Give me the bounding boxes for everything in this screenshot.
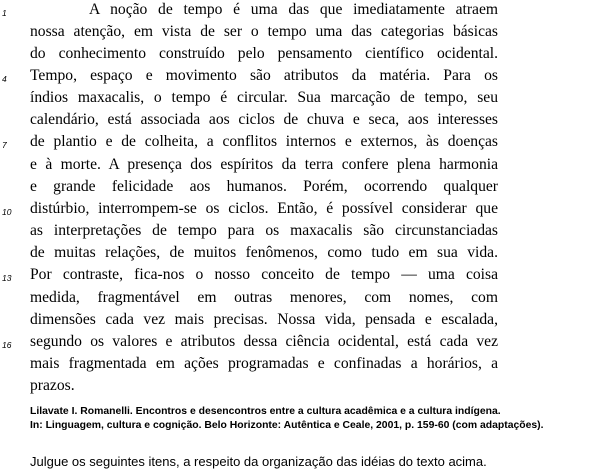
passage-line: distúrbio, interrompem-se os ciclos. Então, é possível considerar que (30, 200, 498, 217)
passage-line: de plantio e de colheita, a conflitos internos e externos, às doenças (30, 133, 498, 150)
passage-line: dimensões cada vez mais precisas. Nossa vida, pensada e escalada, (30, 311, 498, 328)
passage-line: nossa atenção, em vista de ser o tempo uma das categorias básicas (30, 23, 498, 40)
passage-line: as interpretações de tempo para os maxacalis são circunstanciadas (30, 222, 498, 239)
passage-line: de muitas relações, de muitos fenômenos, como tudo em sua vida. (30, 244, 498, 261)
line-number: 1 (2, 8, 7, 18)
question-instruction: Julgue os seguintes itens, a respeito da organização das idéias do texto acima. (30, 454, 487, 469)
passage-line: Por contraste, fica-nos o nosso conceito de tempo — uma coisa (30, 266, 498, 283)
line-number: 4 (2, 74, 7, 84)
passage-line: calendário, está associada aos ciclos de chuva e seca, aos interesses (30, 111, 498, 128)
line-number: 7 (2, 140, 7, 150)
citation-source: In: Linguagem, cultura e cognição. Belo Horizonte: Autêntica e Ceale, 2001, p. 159-60 (com adaptações). (30, 420, 544, 431)
passage-line: mais fragmentada em ações programadas e confinadas a horários, a (30, 355, 498, 372)
passage-line: prazos. (30, 377, 75, 394)
line-number: 10 (2, 207, 12, 217)
passage-line: Tempo, espaço e movimento são atributos da matéria. Para os (30, 67, 498, 84)
passage-line: e grande felicidade aos humanos. Porém, ocorrendo qualquer (30, 178, 498, 195)
passage-line: medida, fragmentável em outras menores, com nomes, com (30, 289, 498, 306)
passage-line: do conhecimento construído pelo pensamento científico ocidental. (30, 45, 498, 62)
passage-line: A noção de tempo é uma das que imediatamente atraem (89, 1, 498, 18)
passage-line: segundo os valores e atributos dessa ciência ocidental, está cada vez (30, 333, 498, 350)
passage-line: e à morte. A presença dos espíritos da terra confere plena harmonia (30, 156, 498, 173)
citation-author-title: Lilavate I. Romanelli. Encontros e desencontros entre a cultura acadêmica e a cultura indígena. (30, 406, 501, 417)
passage-line: índios maxacalis, o tempo é circular. Sua marcação de tempo, seu (30, 89, 498, 106)
line-number: 13 (2, 273, 12, 283)
line-number: 16 (2, 340, 12, 350)
